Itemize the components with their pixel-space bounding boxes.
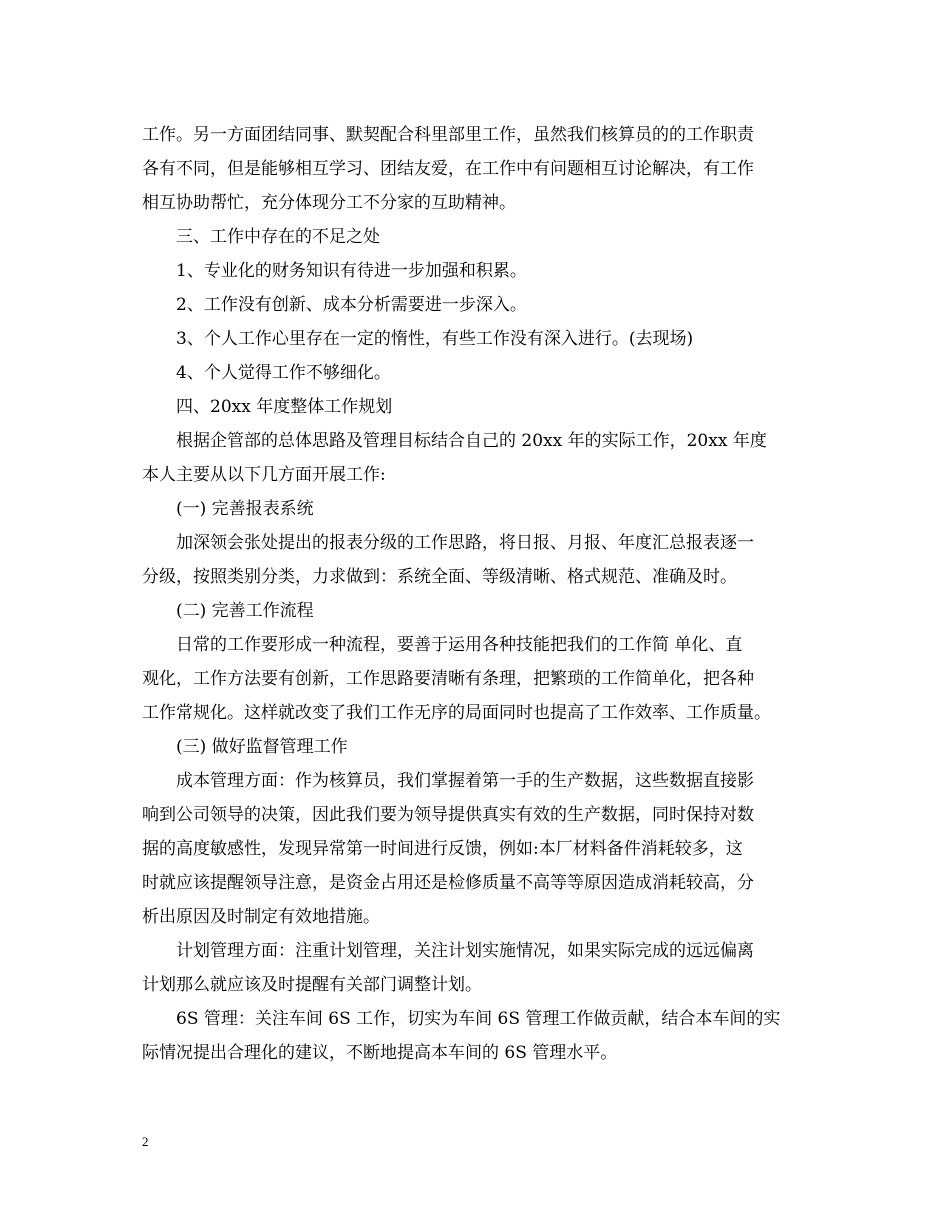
body-line: 时就应该提醒领导注意，是资金占用还是检修质量不高等等原因造成消耗较高，分 bbox=[142, 873, 754, 893]
list-item: 3、个人工作心里存在一定的惰性，有些工作没有深入进行。(去现场) bbox=[176, 329, 694, 349]
body-line: 加深领会张处提出的报表分级的工作思路，将日报、月报、年度汇总报表逐一 bbox=[176, 533, 754, 553]
body-line: 分级，按照类别分类，力求做到：系统全面、等级清晰、格式规范、准确及时。 bbox=[142, 567, 737, 587]
body-line: 根据企管部的总体思路及管理目标结合自己的 20xx 年的实际工作，20xx 年度 bbox=[176, 431, 767, 451]
body-line: 6S 管理：关注车间 6S 工作，切实为车间 6S 管理工作做贡献，结合本车间的实 bbox=[176, 1009, 781, 1029]
document-body bbox=[142, 118, 822, 1070]
body-line: 计划管理方面：注重计划管理，关注计划实施情况，如果实际完成的远远偏离 bbox=[176, 941, 754, 961]
subsection-heading: (二) 完善工作流程 bbox=[176, 601, 314, 621]
body-line: 据的高度敏感性，发现异常第一时间进行反馈，例如:本厂材料备件消耗较多，这 bbox=[142, 839, 743, 859]
body-line: 工作常规化。这样就改变了我们工作无序的局面同时也提高了工作效率、工作质量。 bbox=[142, 703, 771, 723]
list-item: 4、个人觉得工作不够细化。 bbox=[176, 363, 391, 383]
list-item: 2、工作没有创新、成本分析需要进一步深入。 bbox=[176, 295, 527, 315]
section-heading: 三、工作中存在的不足之处 bbox=[176, 227, 380, 247]
body-line: 成本管理方面：作为核算员，我们掌握着第一手的生产数据，这些数据直接影 bbox=[176, 771, 754, 791]
body-line: 本人主要从以下几方面开展工作: bbox=[142, 465, 386, 485]
body-line: 析出原因及时制定有效地措施。 bbox=[142, 907, 380, 927]
page-number: 2 bbox=[142, 1134, 149, 1149]
subsection-heading: (三) 做好监督管理工作 bbox=[176, 737, 348, 757]
body-line: 相互协助帮忙，充分体现分工不分家的互助精神。 bbox=[142, 193, 516, 213]
section-heading: 四、20xx 年度整体工作规划 bbox=[176, 397, 393, 417]
body-line: 响到公司领导的决策，因此我们要为领导提供真实有效的生产数据，同时保持对数 bbox=[142, 805, 754, 825]
body-line: 各有不同，但是能够相互学习、团结友爱，在工作中有问题相互讨论解决，有工作 bbox=[142, 159, 754, 179]
body-line: 计划那么就应该及时提醒有关部门调整计划。 bbox=[142, 975, 482, 995]
list-item: 1、专业化的财务知识有待进一步加强和积累。 bbox=[176, 261, 527, 281]
body-line: 观化，工作方法要有创新，工作思路要清晰有条理，把繁琐的工作简单化，把各种 bbox=[142, 669, 754, 689]
body-line: 日常的工作要形成一种流程，要善于运用各种技能把我们的工作简 单化、直 bbox=[176, 635, 743, 655]
subsection-heading: (一) 完善报表系统 bbox=[176, 499, 314, 519]
body-line: 工作。另一方面团结同事、默契配合科里部里工作，虽然我们核算员的的工作职责 bbox=[142, 125, 754, 145]
body-line: 际情况提出合理化的建议，不断地提高本车间的 6S 管理水平。 bbox=[142, 1043, 618, 1063]
